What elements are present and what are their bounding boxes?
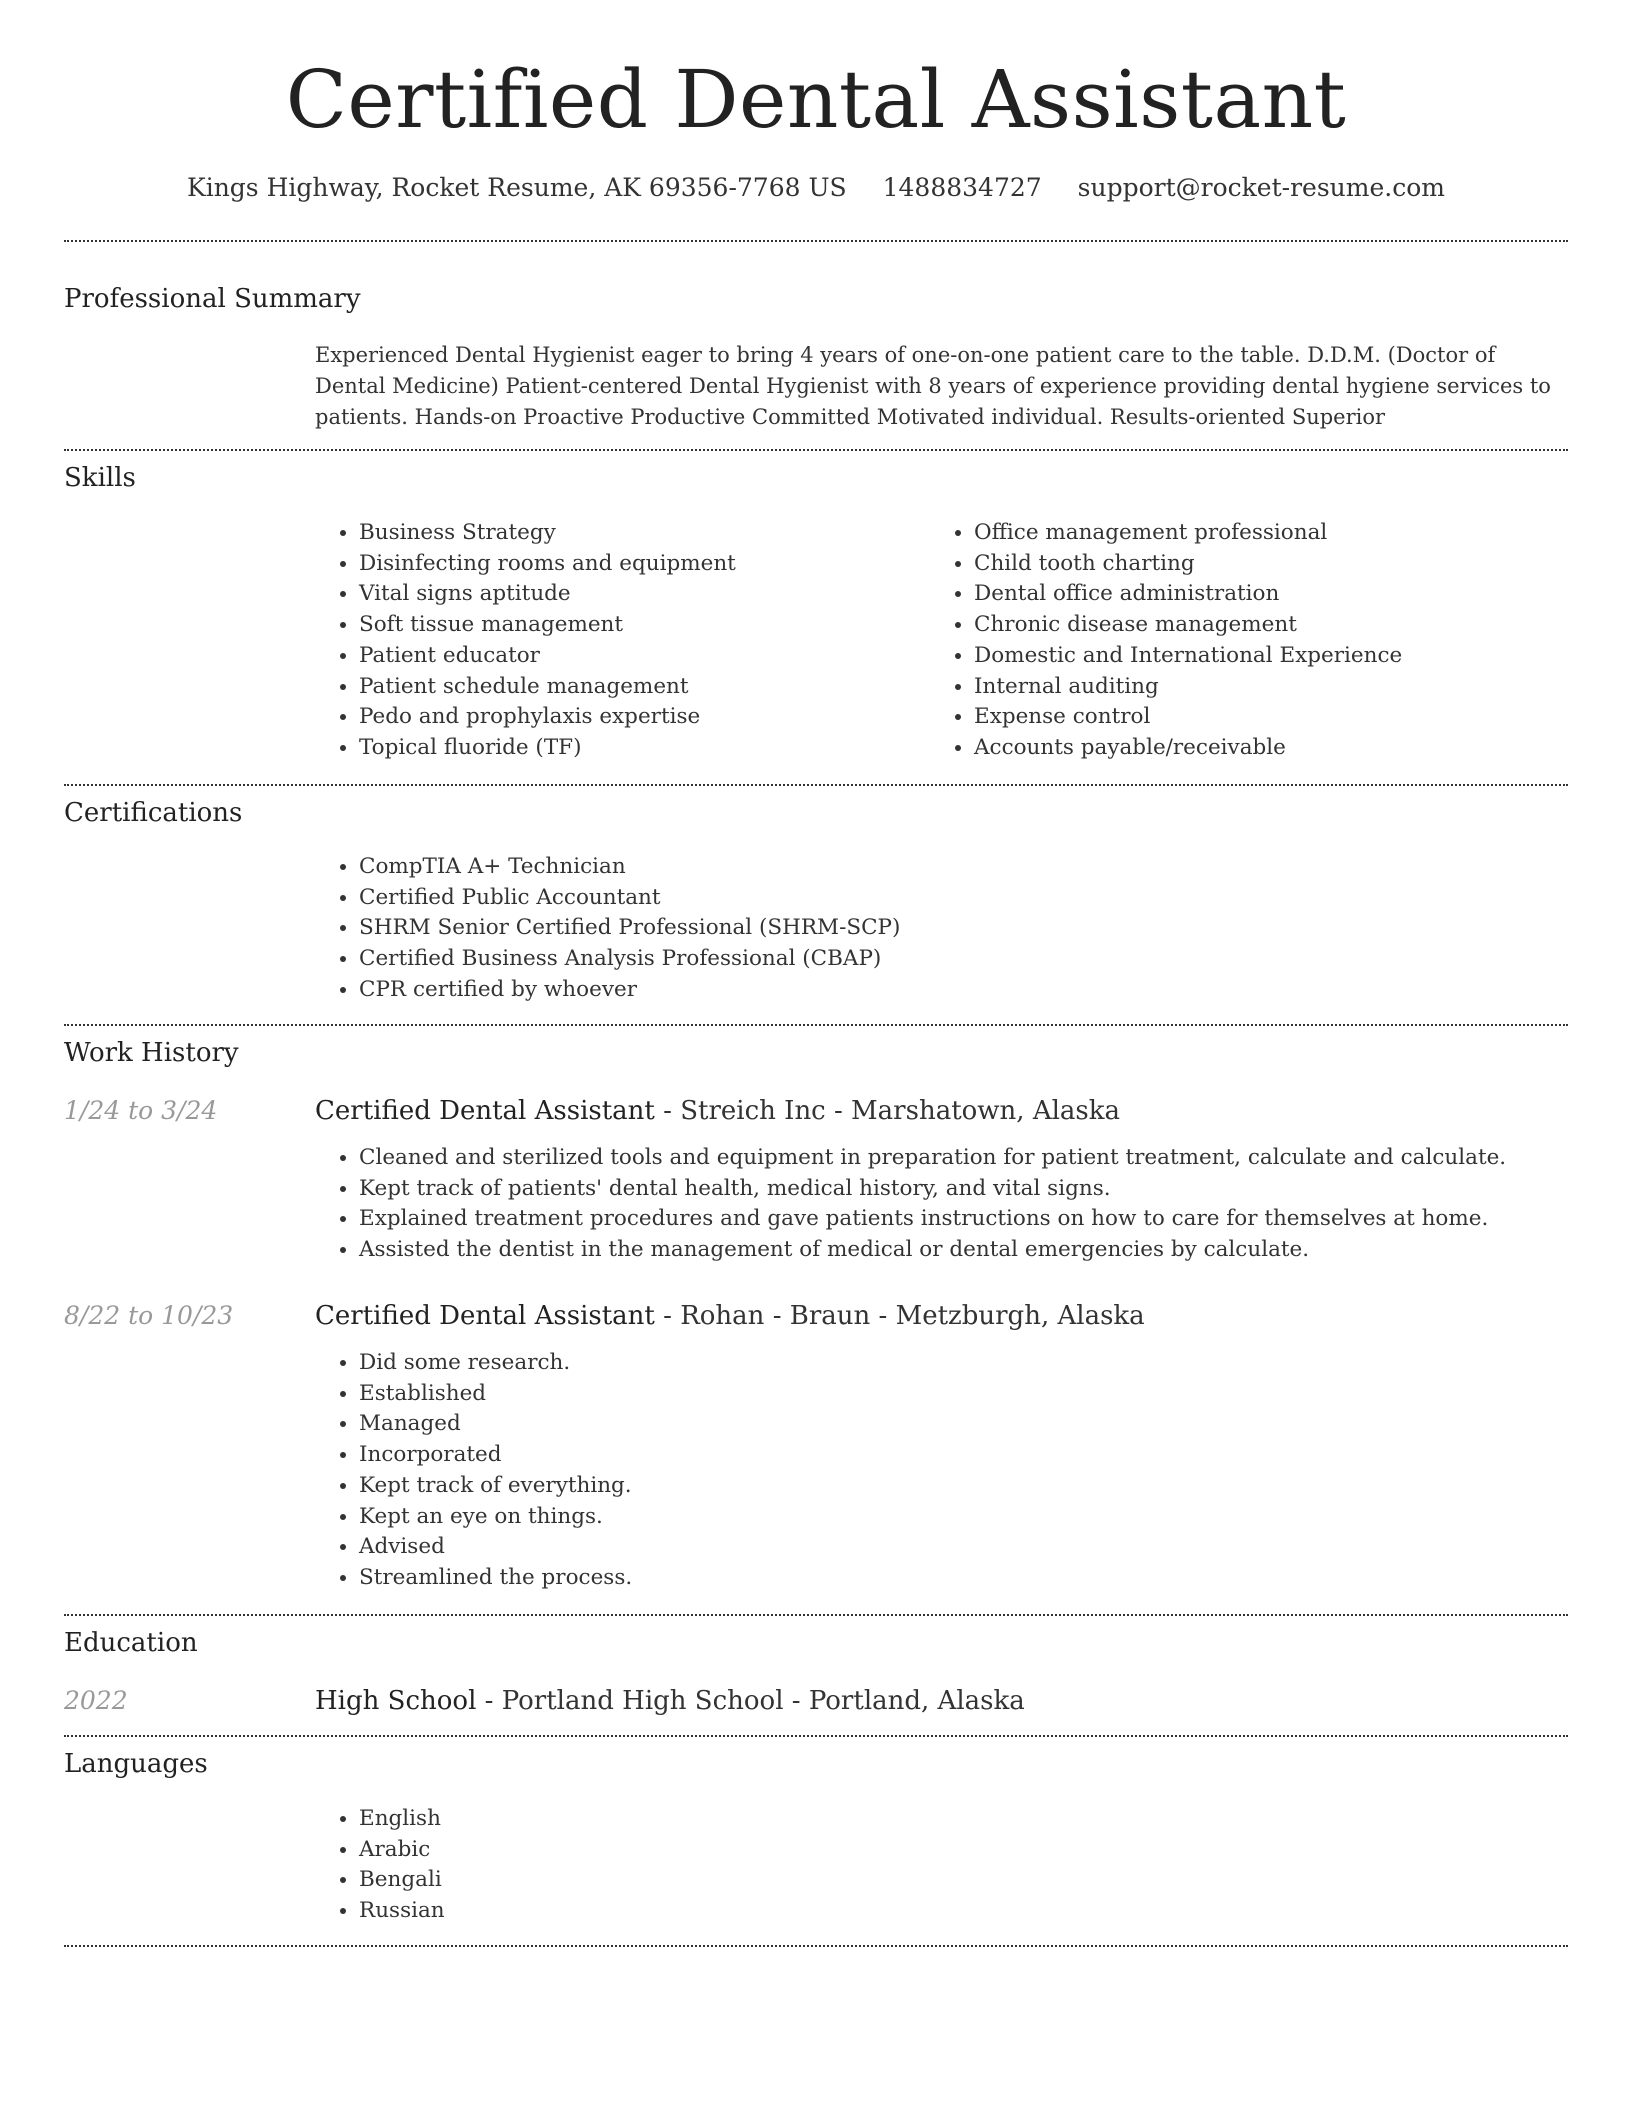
list-item: • Disinfecting rooms and equipment — [359, 549, 736, 580]
list-item: • Chronic disease management — [974, 610, 1402, 641]
list-item: • Did some research. — [359, 1348, 632, 1379]
list-item: • Internal auditing — [974, 672, 1402, 703]
list-item: • Vital signs aptitude — [359, 579, 736, 610]
certifications-heading: Certifications — [64, 798, 243, 828]
divider — [64, 1614, 1568, 1616]
list-item: • Russian — [359, 1896, 445, 1927]
divider — [64, 449, 1568, 451]
list-item: • Patient educator — [359, 641, 736, 672]
job-dates: 1/24 to 3/24 — [64, 1096, 218, 1125]
list-item: • Child tooth charting — [974, 549, 1402, 580]
job-company: - Streich Inc - Marshatown, Alaska — [654, 1096, 1121, 1126]
list-item: • Office management professional — [974, 518, 1402, 549]
contact-line — [0, 170, 1632, 206]
contact-email: support@rocket-resume.com — [1077, 173, 1445, 202]
divider — [64, 1735, 1568, 1737]
job-role: Certified Dental Assistant — [315, 1301, 655, 1331]
contact-address: Kings Highway, Rocket Resume, AK 69356-7768 US — [187, 173, 847, 202]
list-item: • Dental office administration — [974, 579, 1402, 610]
list-item: • Topical fluoride (TF) — [359, 733, 736, 764]
list-item: • Patient schedule management — [359, 672, 736, 703]
list-item: • Business Strategy — [359, 518, 736, 549]
list-item: • Certified Business Analysis Professional (CBAP) — [359, 944, 900, 975]
list-item: • SHRM Senior Certified Professional (SHRM-SCP) — [359, 913, 900, 944]
languages-heading: Languages — [64, 1749, 208, 1779]
job-title — [315, 1093, 1120, 1129]
resume-name: Certified Dental Assistant — [285, 53, 1347, 146]
list-item: • Domestic and International Experience — [974, 641, 1402, 672]
list-item: • English — [359, 1804, 445, 1835]
summary-heading: Professional Summary — [64, 284, 361, 314]
job-bullets — [314, 1143, 1506, 1266]
list-item: • Streamlined the process. — [359, 1563, 632, 1594]
list-item: • Arabic — [359, 1835, 445, 1866]
list-item: • Cleaned and sterilized tools and equipment in preparation for patient treatment, calculate and calculate. — [359, 1143, 1506, 1174]
job-company: - Rohan - Braun - Metzburgh, Alaska — [654, 1301, 1145, 1331]
job-bullets — [314, 1348, 632, 1594]
divider — [64, 1024, 1568, 1026]
education-heading: Education — [64, 1628, 198, 1658]
list-item: • Certified Public Accountant — [359, 883, 900, 914]
list-item: • Kept track of everything. — [359, 1471, 632, 1502]
list-item: • Explained treatment procedures and gave patients instructions on how to care for themselves at home. — [359, 1204, 1506, 1235]
education-year: 2022 — [64, 1686, 128, 1715]
certifications-list — [314, 852, 900, 1006]
list-item: • Established — [359, 1379, 632, 1410]
divider — [64, 784, 1568, 786]
skills-heading: Skills — [64, 463, 136, 493]
job-dates: 8/22 to 10/23 — [64, 1301, 234, 1330]
list-item: • Kept track of patients' dental health, medical history, and vital signs. — [359, 1174, 1506, 1205]
work-history-heading: Work History — [64, 1038, 239, 1068]
list-item: • Advised — [359, 1532, 632, 1563]
education-school: - Portland High School - Portland, Alaska — [476, 1686, 1025, 1716]
list-item: • Incorporated — [359, 1440, 632, 1471]
list-item: • Expense control — [974, 702, 1402, 733]
languages-list — [314, 1804, 445, 1927]
skills-list-left — [314, 518, 736, 764]
summary-text: Experienced Dental Hygienist eager to bring 4 years of one-on-one patient care to the table. D.D.M. (Doctor of Dental Medicine) Patient-centered Dental Hygienist with 8 years of experience providing dental hygiene services to patients. Hands-on Proactive Productive Committed Motivated individual. Results-oriented Superior — [315, 343, 1551, 429]
divider — [64, 1945, 1568, 1947]
list-item: • Accounts payable/receivable — [974, 733, 1402, 764]
list-item: • Assisted the dentist in the management of medical or dental emergencies by calculate. — [359, 1235, 1506, 1266]
skills-list-right — [929, 518, 1402, 764]
job-role: Certified Dental Assistant — [315, 1096, 655, 1126]
list-item: • Soft tissue management — [359, 610, 736, 641]
contact-phone: 1488834727 — [882, 173, 1042, 202]
list-item: • Pedo and prophylaxis expertise — [359, 702, 736, 733]
list-item: • CompTIA A+ Technician — [359, 852, 900, 883]
list-item: • Managed — [359, 1409, 632, 1440]
job-title — [315, 1298, 1145, 1334]
education-degree: High School — [315, 1686, 477, 1716]
list-item: • Kept an eye on things. — [359, 1502, 632, 1533]
education-title — [315, 1683, 1025, 1719]
list-item: • Bengali — [359, 1865, 445, 1896]
divider — [64, 240, 1568, 242]
list-item: • CPR certified by whoever — [359, 975, 900, 1006]
